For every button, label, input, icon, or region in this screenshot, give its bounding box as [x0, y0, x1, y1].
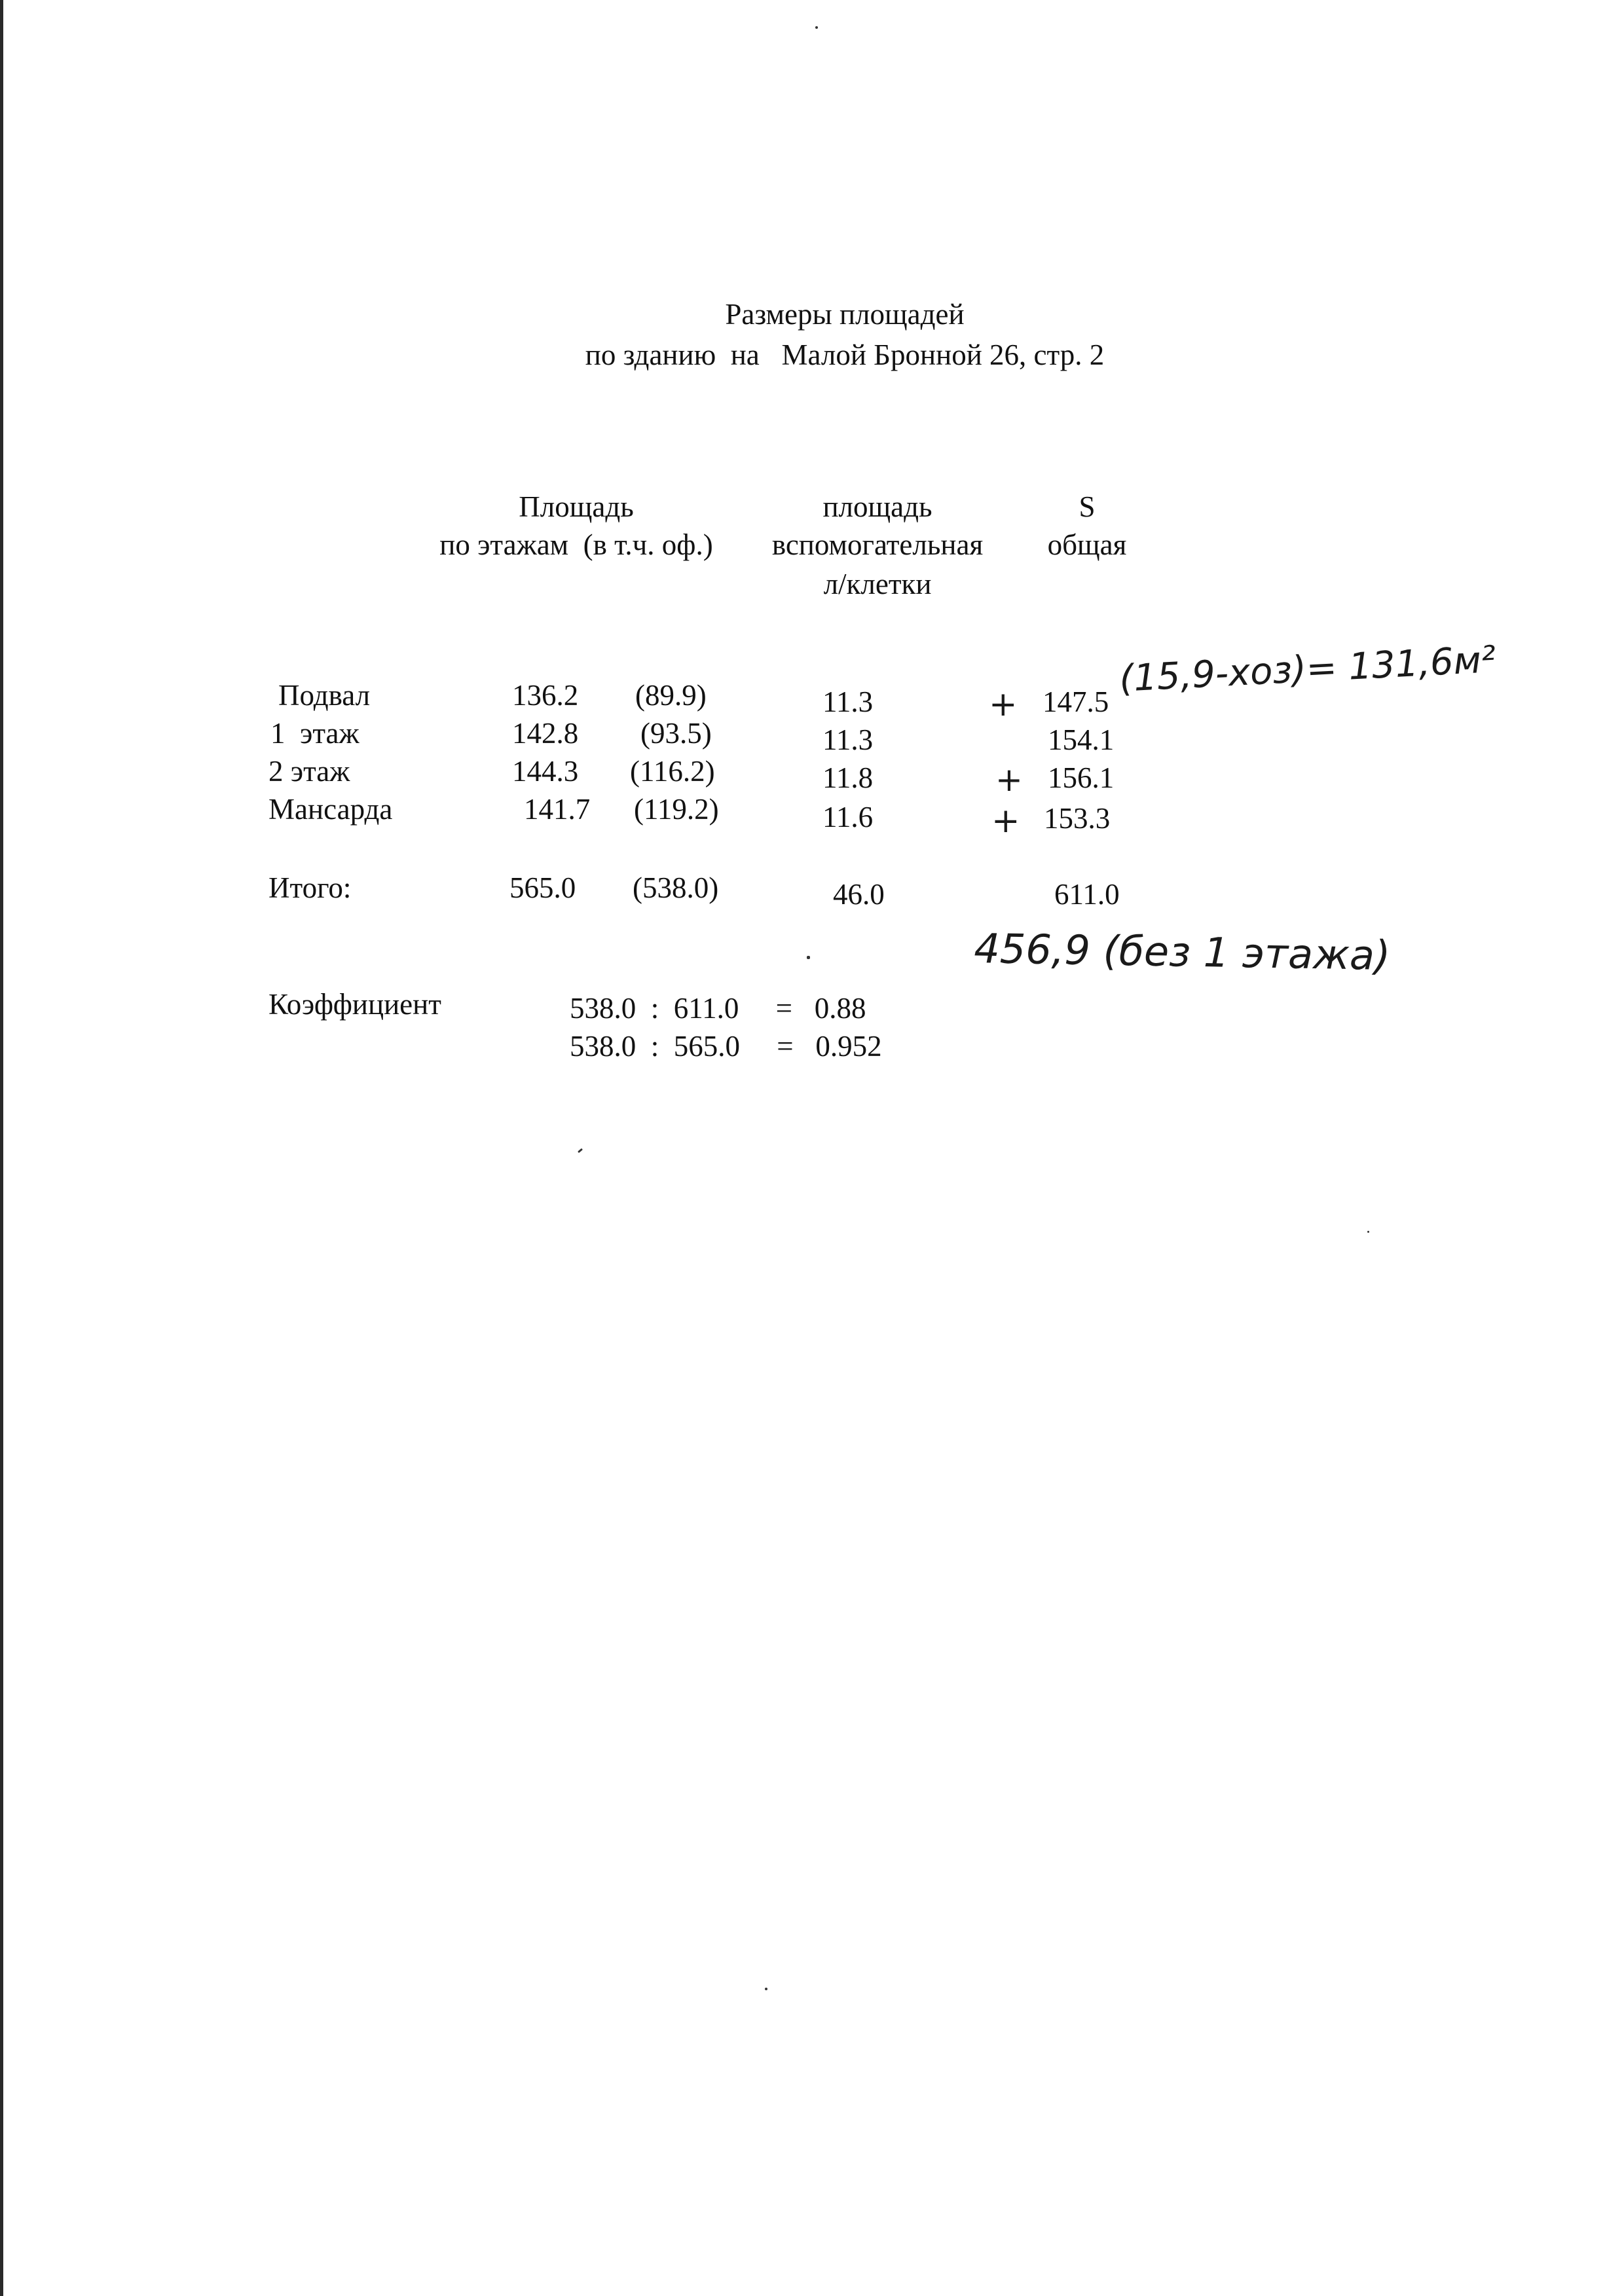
totals-label: Итого: — [268, 871, 352, 904]
header-total-line-2: общая — [1047, 528, 1127, 561]
row-aux: 11.8 — [822, 761, 874, 794]
header-aux-line-1: площадь — [822, 490, 932, 523]
handwritten-total-note: 456,9 (без 1 этажа) — [973, 924, 1391, 980]
row-total: 147.5 — [1043, 685, 1109, 718]
coefficient-line-1: 538.0 : 611.0 = 0.88 — [570, 992, 866, 1025]
row-area: 141.7 — [524, 793, 591, 826]
row-mark: + — [989, 685, 1018, 724]
scan-edge — [0, 0, 3, 2296]
row-office: (89.9) — [635, 679, 707, 712]
row-office: (93.5) — [640, 717, 712, 750]
totals-office: (538.0) — [633, 871, 719, 904]
coefficient-line-2: 538.0 : 565.0 = 0.952 — [570, 1030, 882, 1063]
totals-total: 611.0 — [1054, 878, 1120, 911]
row-mark: + — [991, 801, 1020, 841]
header-aux-line-2: вспомогательная — [771, 528, 984, 561]
row-aux: 11.3 — [822, 685, 874, 718]
totals-aux: 46.0 — [833, 878, 885, 911]
row-area: 144.3 — [512, 755, 579, 788]
scan-speck — [807, 956, 810, 959]
coefficient-label: Коэффициент — [268, 988, 441, 1021]
row-floor: 2 этаж — [268, 755, 350, 788]
header-aux-line-3: л/клетки — [823, 568, 932, 600]
title-line-2: по зданию на Малой Бронной 26, стр. 2 — [585, 338, 1105, 371]
title-line-1: Размеры площадей — [725, 298, 965, 331]
scan-speck — [815, 26, 818, 29]
row-aux: 11.6 — [822, 801, 874, 833]
row-floor: Мансарда — [268, 793, 393, 826]
row-office: (119.2) — [634, 793, 719, 826]
handwritten-basement-note: (15,9-хоз)= 131,6м² — [1118, 638, 1497, 701]
scan-speck — [578, 1148, 583, 1153]
scan-speck — [765, 1988, 767, 1990]
row-floor: 1 этаж — [270, 717, 360, 750]
row-floor: Подвал — [278, 679, 371, 712]
row-mark: + — [995, 761, 1023, 799]
row-total: 156.1 — [1048, 761, 1115, 794]
row-total: 153.3 — [1044, 802, 1111, 835]
row-aux: 11.3 — [822, 723, 874, 756]
header-area-line-1: Площадь — [519, 490, 634, 523]
row-area: 136.2 — [512, 679, 579, 712]
row-area: 142.8 — [512, 717, 579, 750]
header-total-line-1: S — [1079, 490, 1096, 523]
header-area-line-2: по этажам (в т.ч. оф.) — [439, 528, 713, 561]
row-total: 154.1 — [1048, 723, 1115, 756]
row-office: (116.2) — [630, 755, 715, 788]
totals-area: 565.0 — [509, 871, 576, 904]
scan-speck — [1367, 1231, 1369, 1233]
